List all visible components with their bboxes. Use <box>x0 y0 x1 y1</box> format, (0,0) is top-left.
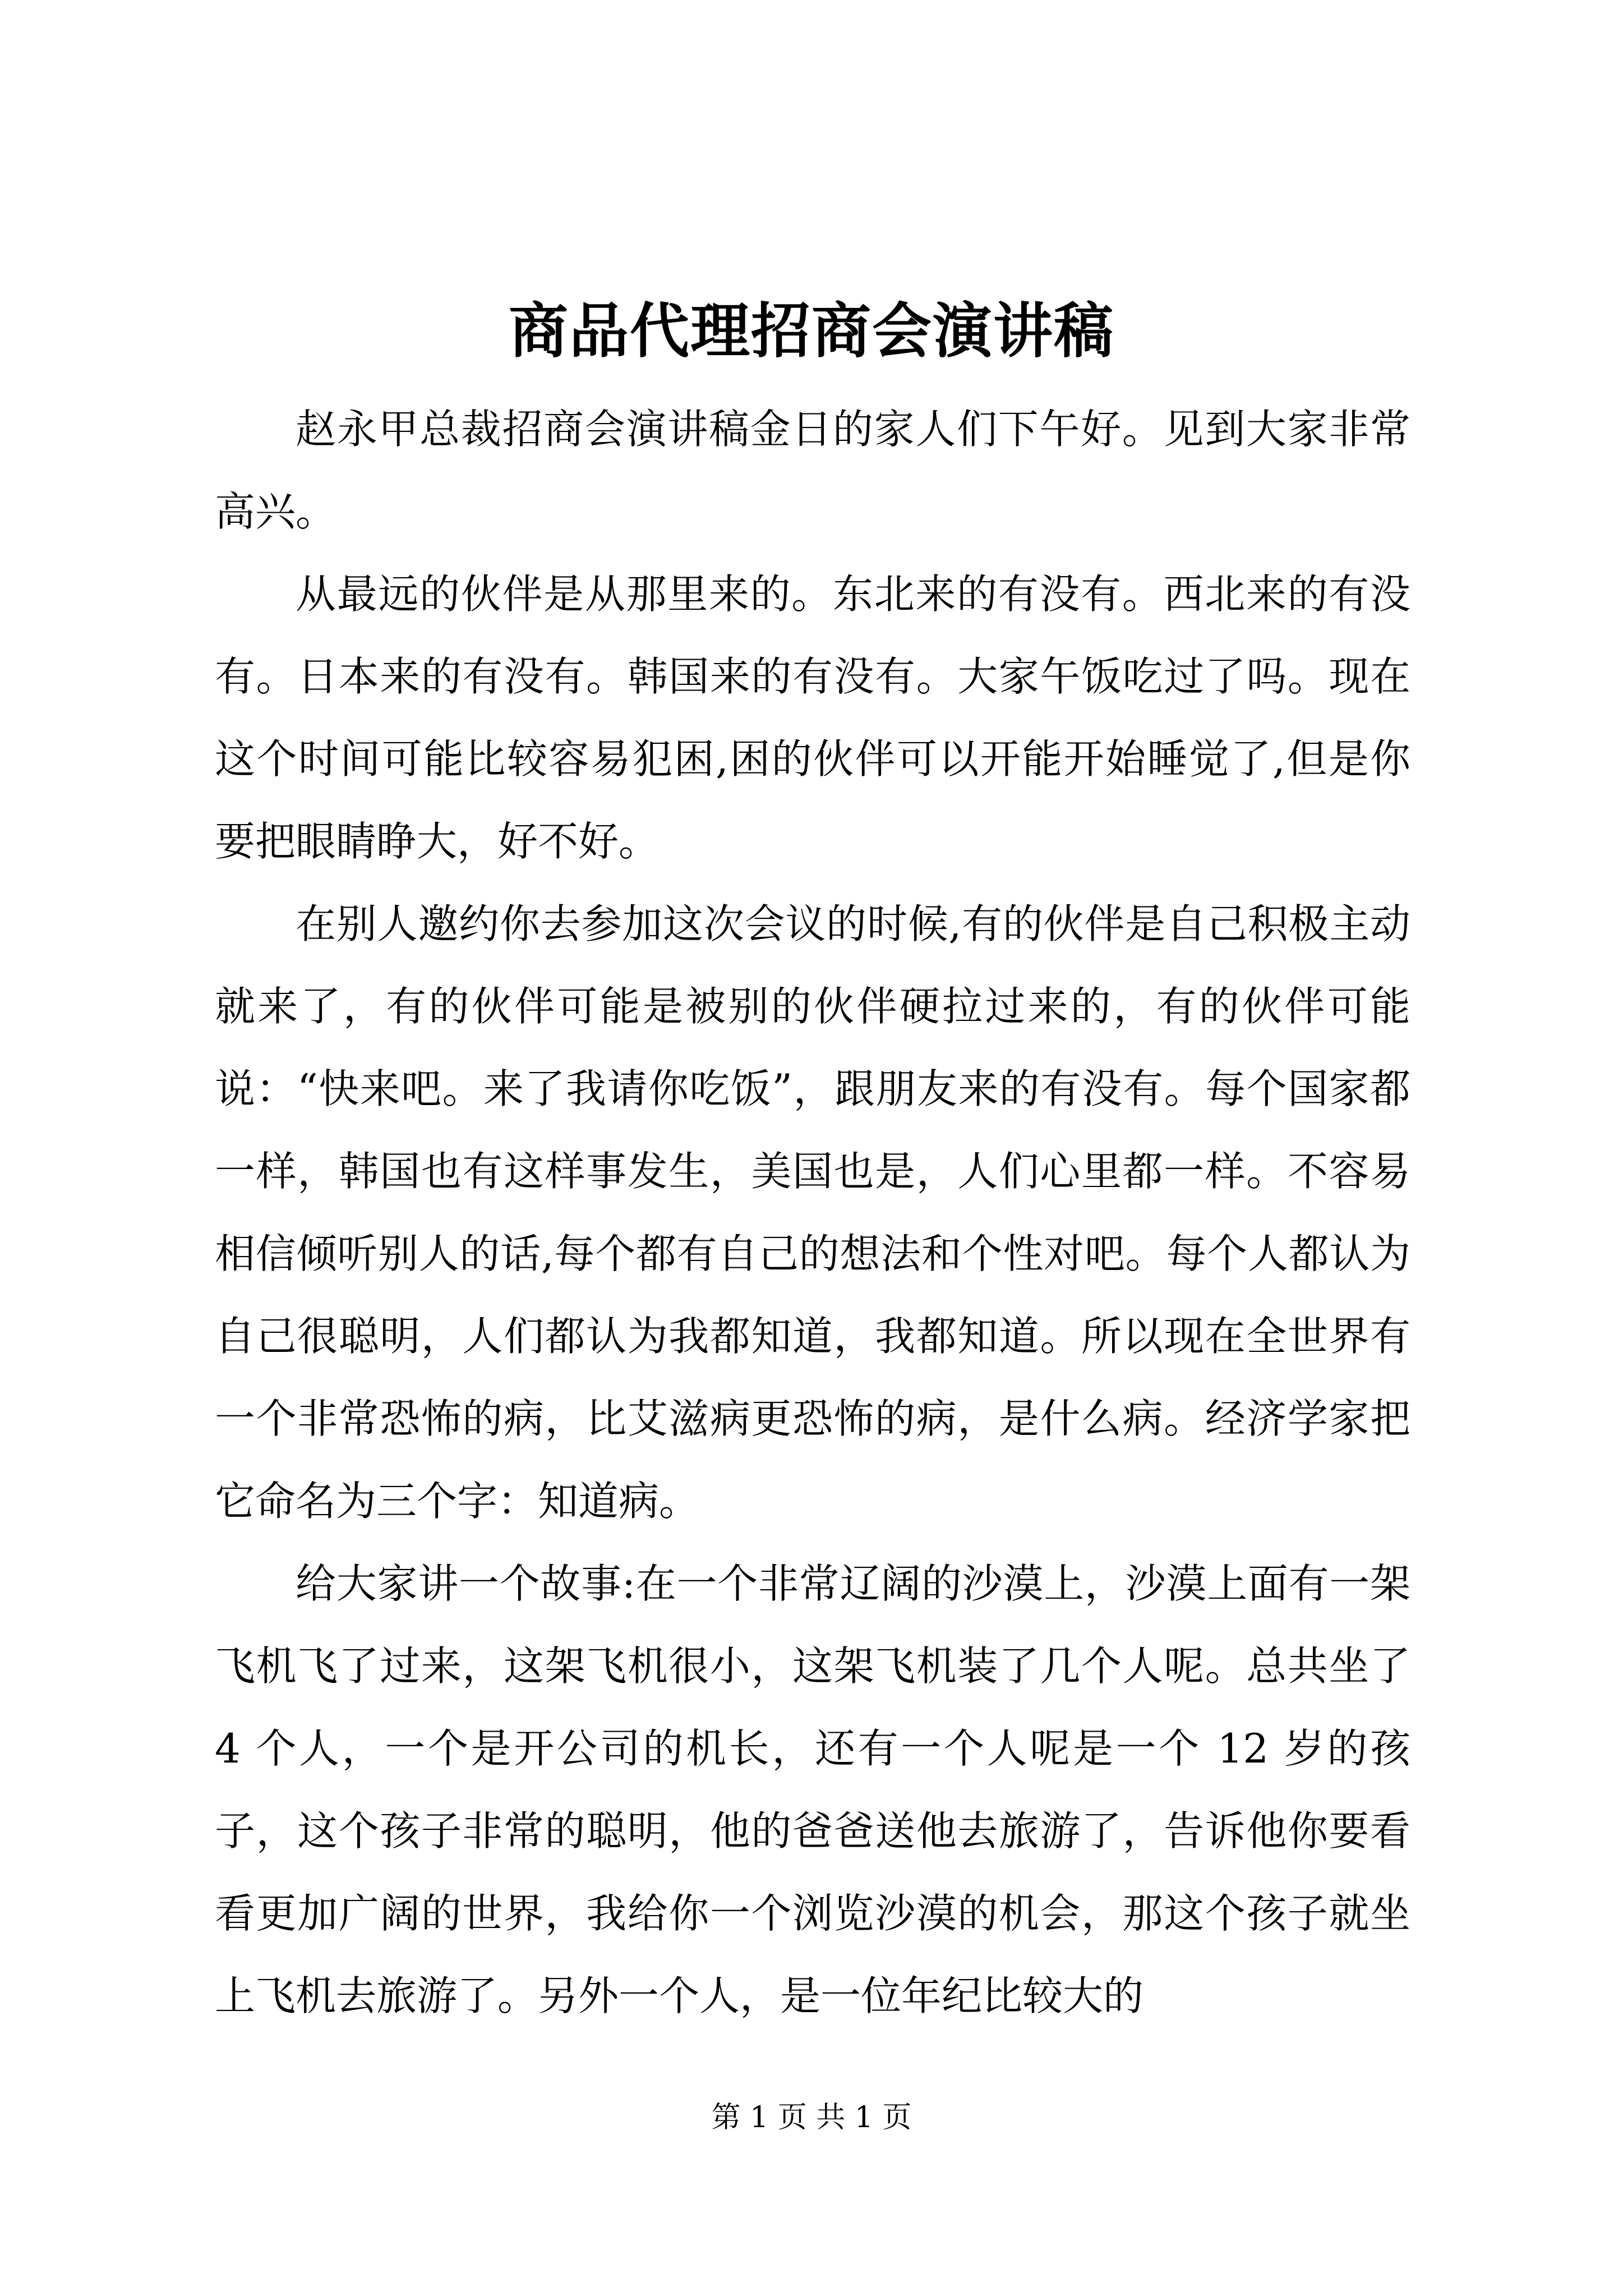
document-title: 商品代理招商会演讲稿 <box>509 296 1114 366</box>
paragraph-4: 给大家讲一个故事:在一个非常辽阔的沙漠上，沙漠上面有一架飞机飞了过来，这架飞机很小，这架飞机装了几个人呢。总共坐了 4 个人，一个是开公司的机长，还有一个人呢是一个 12 岁的孩子，这个孩子非常的聪明，他的爸爸送他去旅游了，告诉他你要看看更加广阔的世界，我给你一个浏览沙漠的机会，那这个孩子就坐上飞机去旅游了。另外一个人，是一位年纪比较大的 <box>215 1560 1410 2019</box>
paragraph-3: 在别人邀约你去参加这次会议的时候,有的伙伴是自己积极主动就来了，有的伙伴可能是被别的伙伴硬拉过来的，有的伙伴可能说：“快来吧。来了我请你吃饭”，跟朋友来的有没有。每个国家都一样，韩国也有这样事发生，美国也是，人们心里都一样。不容易相信倾听别人的话,每个都有自己的想法和个性对吧。每个人都认为自己很聪明，人们都认为我都知道，我都知道。所以现在全世界有一个非常恐怖的病，比艾滋病更恐怖的病，是什么病。经济学家把它命名为三个字：知道病。 <box>215 900 1410 1525</box>
document-body <box>215 388 1410 2037</box>
paragraph-2: 从最远的伙伴是从那里来的。东北来的有没有。西北来的有没有。日本来的有没有。韩国来的有没有。大家午饭吃过了吗。现在这个时间可能比较容易犯困,困的伙伴可以开能开始睡觉了,但是你要把眼睛睁大，好不好。 <box>215 570 1410 865</box>
page-footer: 第 1 页 共 1 页 <box>711 2101 912 2134</box>
paragraph-1: 赵永甲总裁招商会演讲稿金日的家人们下午好。见到大家非常高兴。 <box>215 406 1410 535</box>
